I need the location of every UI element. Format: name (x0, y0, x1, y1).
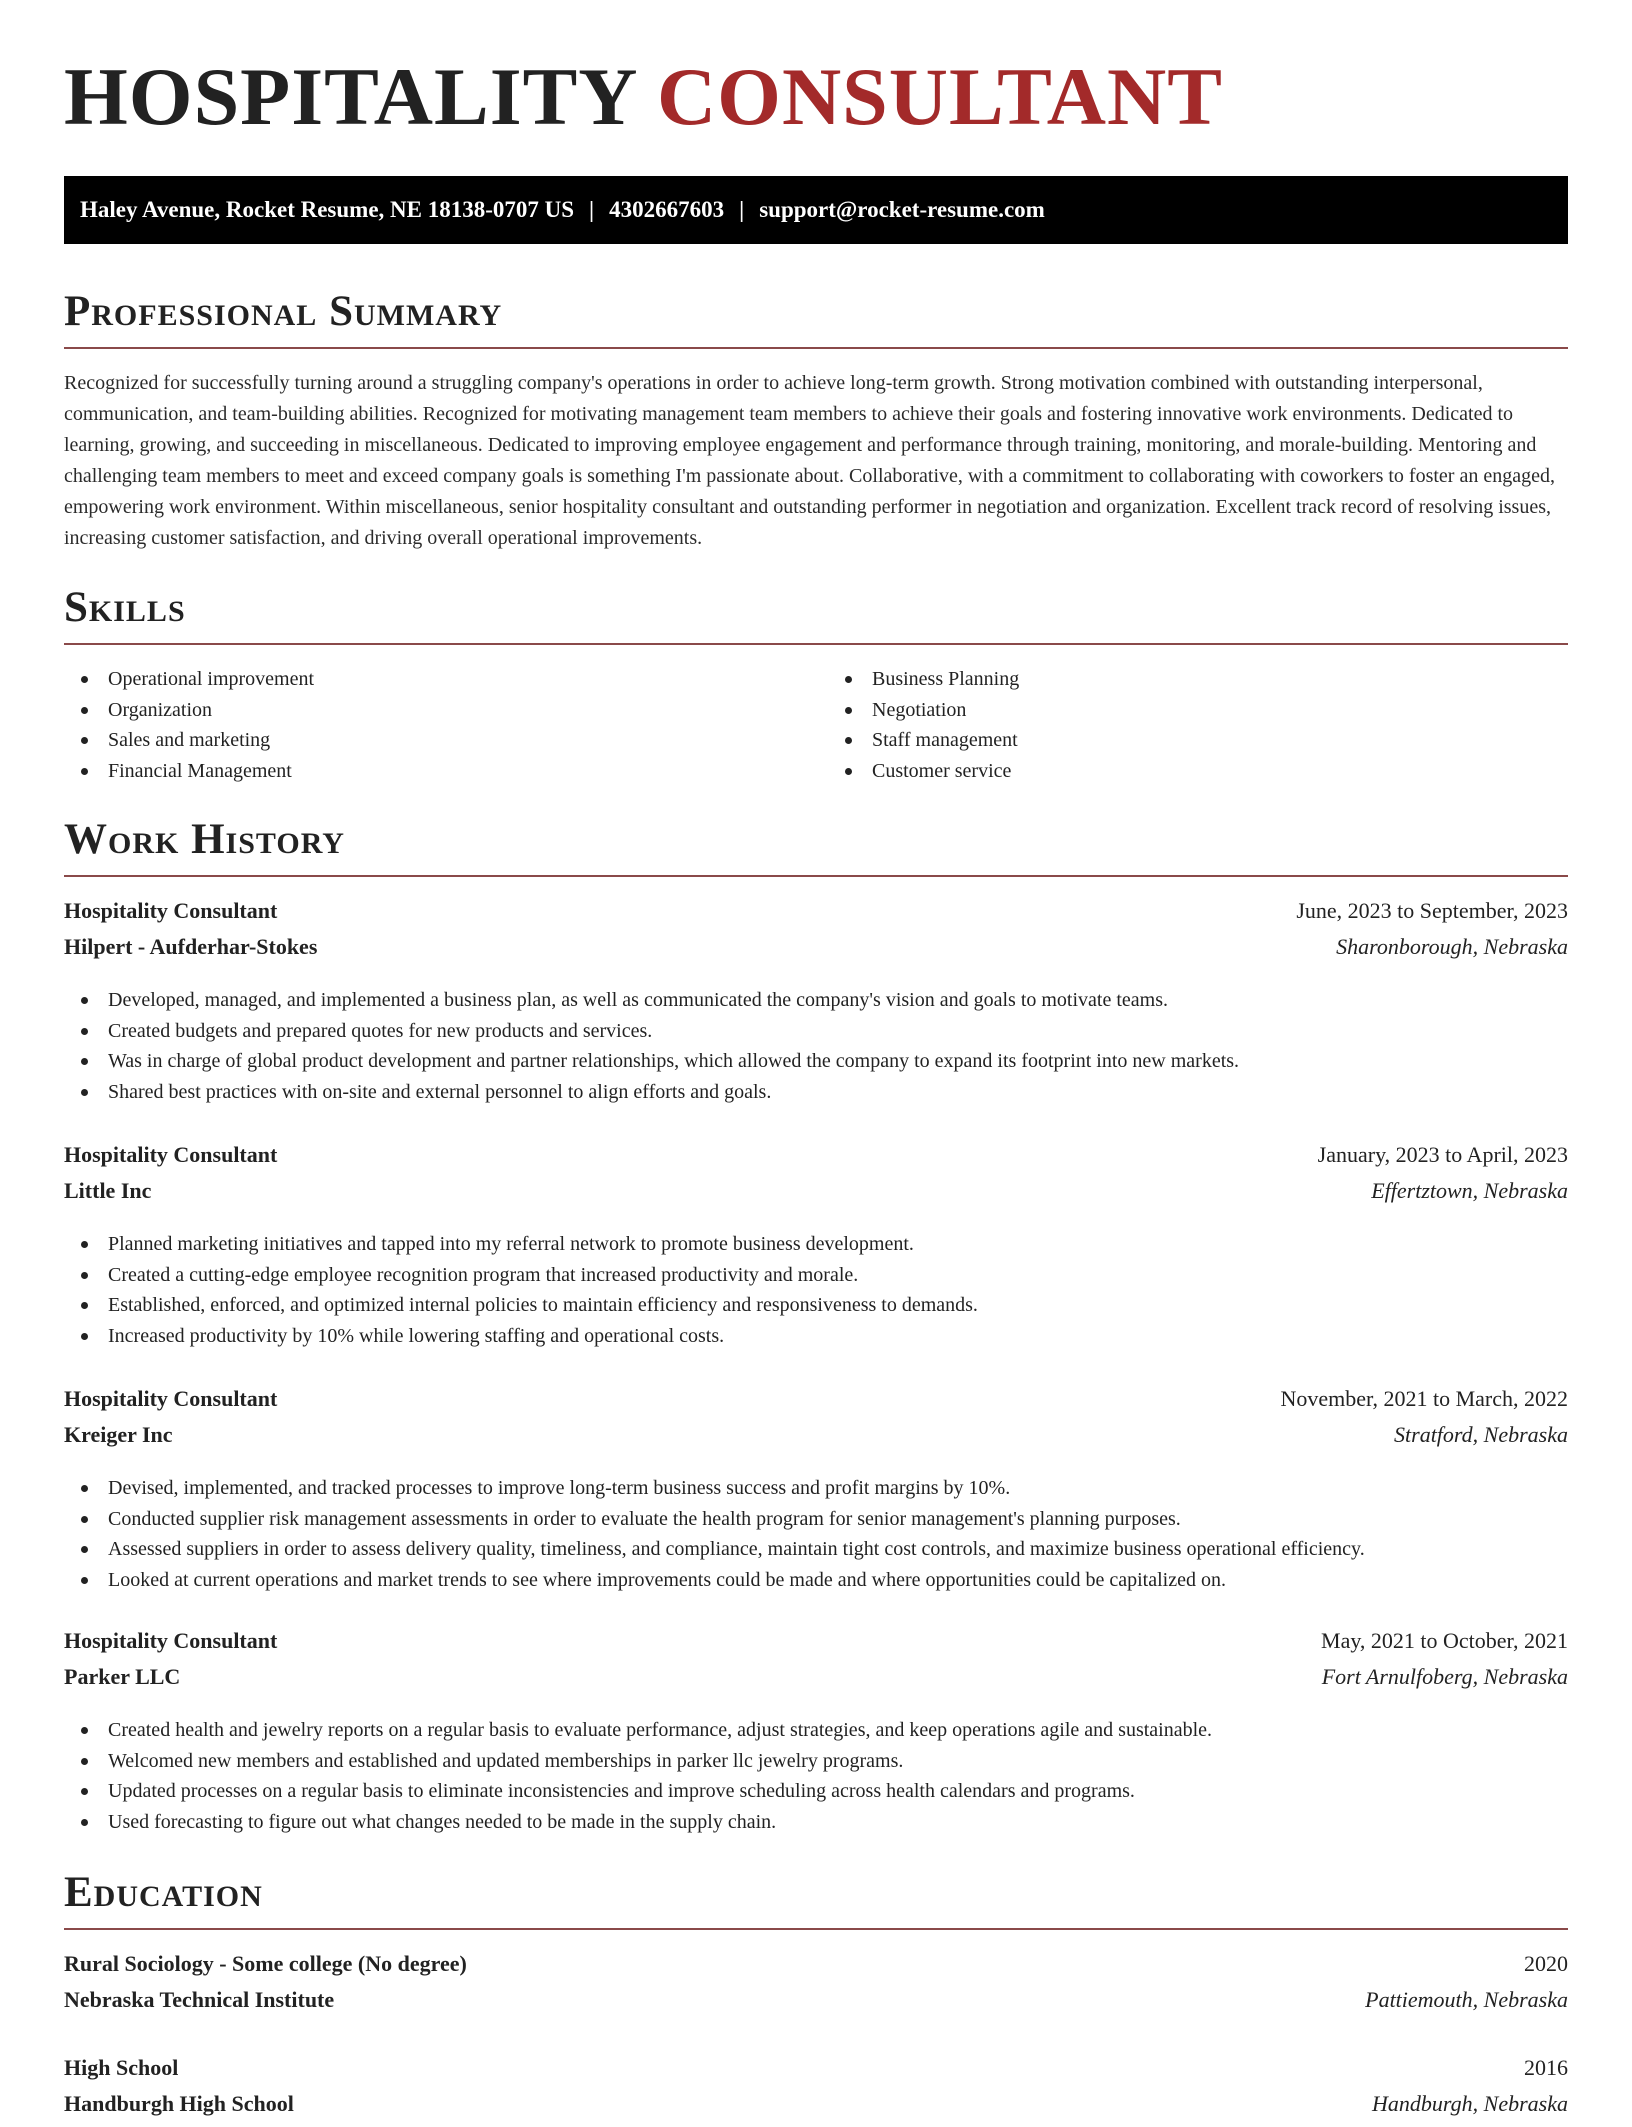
education-entry (64, 1951, 1568, 2023)
contact-separator: | (589, 197, 595, 222)
education-school: Nebraska Technical Institute (64, 1987, 335, 2012)
job-bullet: Devised, implemented, and tracked processes to improve long-term business success and profit margins by 10%. (64, 1473, 1568, 1504)
job-bullet: Updated processes on a regular basis to eliminate inconsistencies and improve scheduling across health calendars and programs. (64, 1776, 1568, 1807)
job-location: Fort Arnulfoberg, Nebraska (1321, 1664, 1568, 1689)
job-entry (64, 1142, 1568, 1352)
job-company: Kreiger Inc (64, 1422, 173, 1447)
skills-heading: Skills (64, 586, 1568, 645)
job-bullet: Created health and jewelry reports on a regular basis to evaluate performance, adjust strategies, and keep operations agile and sustainable. (64, 1715, 1568, 1746)
job-bullet: Was in charge of global product development and partner relationships, which allowed the company to expand its footprint into new markets. (64, 1046, 1568, 1077)
job-entry (64, 898, 1568, 1108)
job-bullet: Assessed suppliers in order to assess delivery quality, timeliness, and compliance, maintain tight cost controls, and maximize business operational efficiency. (64, 1534, 1568, 1565)
job-bullets (64, 1229, 1568, 1352)
job-bullet: Used forecasting to figure out what changes needed to be made in the supply chain. (64, 1807, 1568, 1838)
summary-heading: Professional Summary (64, 290, 1568, 349)
job-dates: January, 2023 to April, 2023 (1317, 1142, 1568, 1167)
job-bullet: Looked at current operations and market trends to see where improvements could be made and where opportunities could be capitalized on. (64, 1565, 1568, 1596)
job-dates: November, 2021 to March, 2022 (1280, 1386, 1568, 1411)
job-entry (64, 1628, 1568, 1838)
job-entry (64, 1386, 1568, 1596)
job-location: Sharonborough, Nebraska (1336, 934, 1568, 959)
skills-list (64, 664, 1568, 786)
job-bullet: Conducted supplier risk management assessments in order to evaluate the health program for senior management's planning purposes. (64, 1504, 1568, 1535)
skill-item: Organization (64, 695, 804, 726)
job-company: Parker LLC (64, 1664, 181, 1689)
skill-item: Customer service (828, 756, 1568, 787)
skill-item: Operational improvement (64, 664, 804, 695)
skill-item: Financial Management (64, 756, 804, 787)
education-year: 2016 (1524, 2055, 1568, 2080)
job-title: Hospitality Consultant (64, 1628, 278, 1653)
job-bullets (64, 1473, 1568, 1596)
skill-item: Staff management (828, 725, 1568, 756)
job-company: Little Inc (64, 1178, 152, 1203)
contact-address: Haley Avenue, Rocket Resume, NE 18138-0707 US (80, 197, 575, 222)
education-entry (64, 2055, 1568, 2127)
contact-separator: | (739, 197, 745, 222)
contact-bar (64, 176, 1568, 244)
resume-name (64, 51, 1223, 142)
education-year: 2020 (1524, 1951, 1568, 1976)
job-bullet: Welcomed new members and established and updated memberships in parker llc jewelry programs. (64, 1746, 1568, 1777)
education-degree: High School (64, 2055, 179, 2080)
job-bullet: Established, enforced, and optimized internal policies to maintain efficiency and responsiveness to demands. (64, 1290, 1568, 1321)
job-title: Hospitality Consultant (64, 1386, 278, 1411)
skill-item: Business Planning (828, 664, 1568, 695)
job-location: Stratford, Nebraska (1394, 1422, 1568, 1447)
skill-item: Negotiation (828, 695, 1568, 726)
skill-item: Sales and marketing (64, 725, 804, 756)
job-bullet: Increased productivity by 10% while lowering staffing and operational costs. (64, 1321, 1568, 1352)
summary-text: Recognized for successfully turning around a struggling company's operations in order to achieve long-term growth. Strong motivation combined with outstanding interpersonal, communication, and team-building abilities. Recognized for motivating management team members to achieve their goals and fostering innovative work environments. Dedicated to learning, growing, and succeeding in miscellaneous. Dedicated to improving employee engagement and performance through training, monitoring, and morale-building. Mentoring and challenging team members to meet and exceed company goals is something I'm passionate about. Collaborative, with a commitment to collaborating with coworkers to foster an engaged, empowering work environment. Within miscellaneous, senior hospitality consultant and outstanding performer in negotiation and organization. Excellent track record of resolving issues, increasing customer satisfaction, and driving overall operational improvements. (64, 372, 1555, 549)
job-company: Hilpert - Aufderhar-Stokes (64, 934, 318, 959)
job-location: Effertztown, Nebraska (1371, 1178, 1568, 1203)
job-title: Hospitality Consultant (64, 1142, 278, 1167)
contact-email[interactable]: support@rocket-resume.com (759, 197, 1045, 222)
name-second: CONSULTANT (656, 51, 1223, 142)
work-history-heading: Work History (64, 818, 1568, 877)
job-title: Hospitality Consultant (64, 898, 278, 923)
job-bullet: Planned marketing initiatives and tapped into my referral network to promote business development. (64, 1229, 1568, 1260)
job-bullet: Developed, managed, and implemented a business plan, as well as communicated the company's vision and goals to motivate teams. (64, 985, 1568, 1016)
contact-phone[interactable]: 4302667603 (609, 197, 725, 222)
job-bullets (64, 985, 1568, 1108)
education-school: Handburgh High School (64, 2091, 294, 2116)
job-dates: May, 2021 to October, 2021 (1321, 1628, 1568, 1653)
education-location: Pattiemouth, Nebraska (1365, 1987, 1568, 2012)
job-bullet: Shared best practices with on-site and external personnel to align efforts and goals. (64, 1077, 1568, 1108)
job-bullets (64, 1715, 1568, 1838)
name-first: HOSPITALITY (64, 51, 636, 142)
job-bullet: Created budgets and prepared quotes for new products and services. (64, 1016, 1568, 1047)
education-heading: Education (64, 1871, 1568, 1930)
education-degree: Rural Sociology - Some college (No degree) (64, 1951, 467, 1976)
education-location: Handburgh, Nebraska (1372, 2091, 1568, 2116)
job-dates: June, 2023 to September, 2023 (1296, 898, 1568, 923)
job-bullet: Created a cutting-edge employee recognition program that increased productivity and morale. (64, 1260, 1568, 1291)
